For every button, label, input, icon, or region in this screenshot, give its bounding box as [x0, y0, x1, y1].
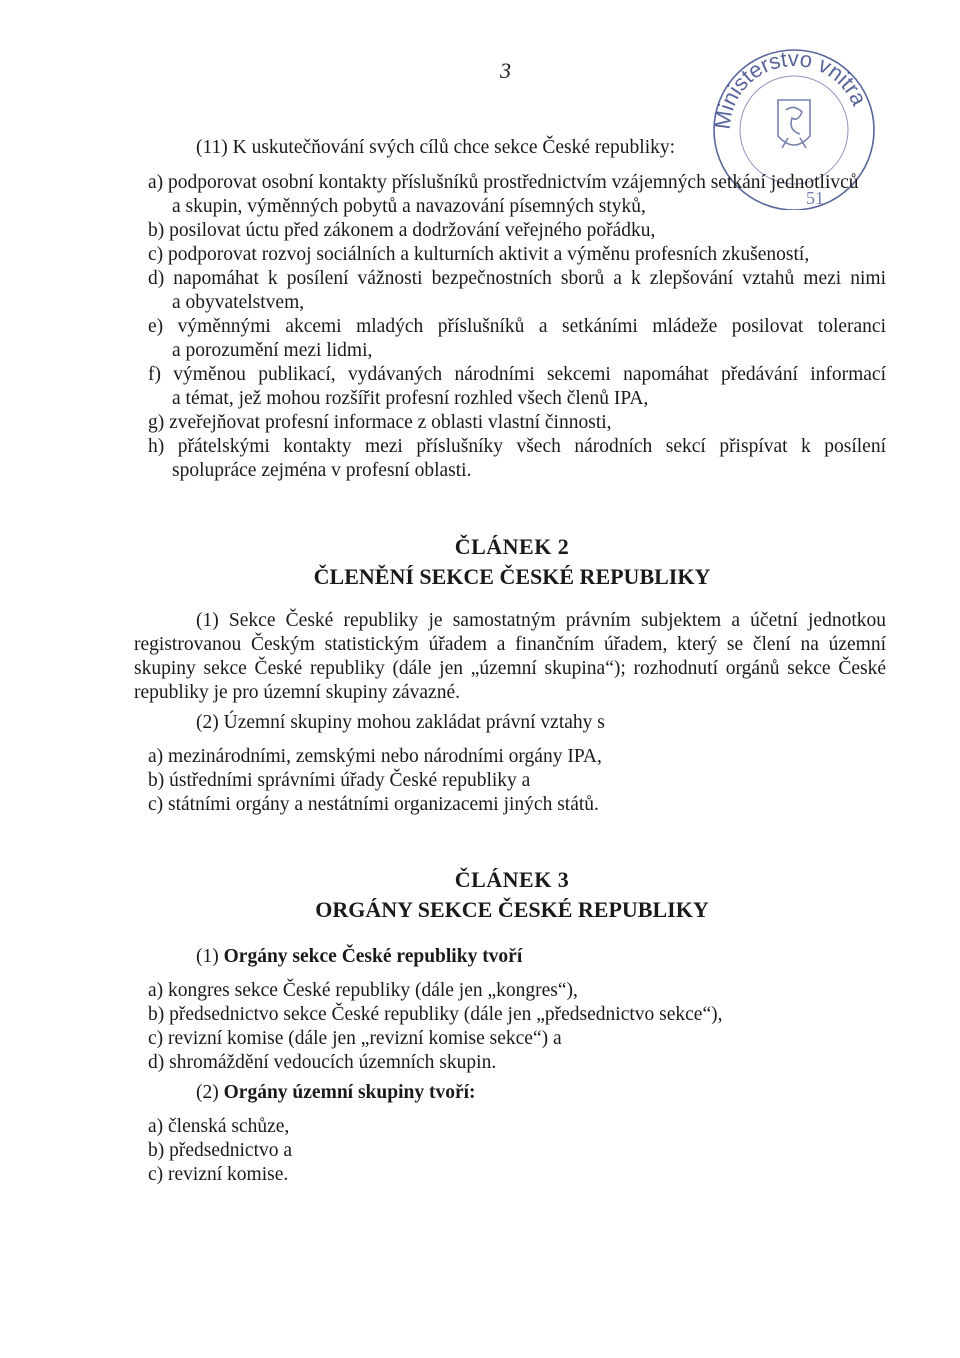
article-3-title: ČLÁNEK 3 [454, 867, 570, 892]
item-f-line1: f) výměnou publikací, vydávaných národními sekcemi napomáhat předávání informací [148, 364, 886, 385]
article-2-p1-line2: registrovanou Českým statistickým úřadem a finančním úřadem, který se člení na územní [134, 634, 886, 655]
article-3-item-b2: b) předsednictvo a [148, 1140, 293, 1161]
item-c: c) podporovat rozvoj sociálních a kulturních aktivit a výměnu profesních zkušeností, [148, 244, 810, 265]
article-3-p2 [196, 1081, 476, 1105]
item-a-line2: a skupin, výměnných pobytů a navazování písemných styků, [172, 196, 646, 217]
article-2-p1-line4: republiky je pro územní skupiny závazné. [134, 682, 460, 703]
stamp-number: 51 [806, 188, 824, 208]
article-3-p1-heading: Orgány sekce České republiky tvoří [223, 946, 523, 967]
page-number: 3 [500, 58, 511, 83]
article-3-item-b: b) předsednictvo sekce České republiky (dále jen „předsednictvo sekce“), [148, 1004, 723, 1025]
item-a-line1: a) podporovat osobní kontakty příslušníků prostřednictvím vzájemných setkání jednotlivců [148, 172, 859, 193]
article-3-item-d: d) shromáždění vedoucích územních skupin. [148, 1052, 497, 1073]
item-e-line1: e) výměnnými akcemi mladých příslušníků a setkáními mládeže posilovat toleranci [148, 316, 886, 337]
item-e-line2: a porozumění mezi lidmi, [172, 340, 373, 361]
stamp-text: Ministerstvo vnitra [709, 45, 872, 131]
article-2-item-a: a) mezinárodními, zemskými nebo národními orgány IPA, [148, 746, 602, 767]
article-3-p1 [196, 945, 522, 969]
article-3-item-a2: a) členská schůze, [148, 1116, 290, 1137]
article-3-item-c2: c) revizní komise. [148, 1164, 289, 1185]
article-2-subtitle: ČLENĚNÍ SEKCE ČESKÉ REPUBLIKY [313, 564, 711, 589]
article-3-item-a: a) kongres sekce České republiky (dále jen „kongres“), [148, 980, 578, 1001]
article-2-p2: (2) Územní skupiny mohou zakládat právní vztahy s [196, 712, 605, 733]
svg-text:Ministerstvo vnitra [710, 46, 873, 131]
article-3-item-c: c) revizní komise (dále jen „revizní komise sekce“) a [148, 1028, 562, 1049]
item-11-heading: (11) K uskutečňování svých cílů chce sekce České republiky: [196, 137, 676, 158]
item-d-line1: d) napomáhat k posílení vážnosti bezpečnostních sborů a k zlepšování vztahů mezi nimi [148, 268, 886, 289]
article-2-title: ČLÁNEK 2 [454, 534, 570, 559]
item-f-line2: a témat, jež mohou rozšířit profesní rozhled všech členů IPA, [172, 388, 649, 409]
article-2-item-c: c) státními orgány a nestátními organizacemi jiných států. [148, 794, 599, 815]
article-3-p2-heading: Orgány územní skupiny tvoří: [223, 1082, 476, 1103]
article-3-p1-number: (1) [196, 946, 219, 967]
article-2-item-b: b) ústředními správními úřady České republiky a [148, 770, 531, 791]
article-2-p1-line3: skupiny sekce České republiky (dále jen „územní skupina“); rozhodnutí orgánů sekce České [134, 658, 886, 679]
item-h-line1: h) přátelskými kontakty mezi příslušníky všech národních sekcí přispívat k posílení [148, 436, 886, 457]
article-3-subtitle: ORGÁNY SEKCE ČESKÉ REPUBLIKY [315, 897, 709, 922]
item-d-line2: a obyvatelstvem, [172, 292, 305, 313]
item-h-line2: spolupráce zejména v profesní oblasti. [172, 460, 472, 481]
article-3-p2-number: (2) [196, 1082, 219, 1103]
item-b: b) posilovat úctu před zákonem a dodržování veřejného pořádku, [148, 220, 656, 241]
lion-emblem-icon [778, 100, 810, 148]
article-2-p1-line1: (1) Sekce České republiky je samostatným právním subjektem a účetní jednotkou [196, 610, 886, 631]
item-g: g) zveřejňovat profesní informace z oblasti vlastní činnosti, [148, 412, 612, 433]
